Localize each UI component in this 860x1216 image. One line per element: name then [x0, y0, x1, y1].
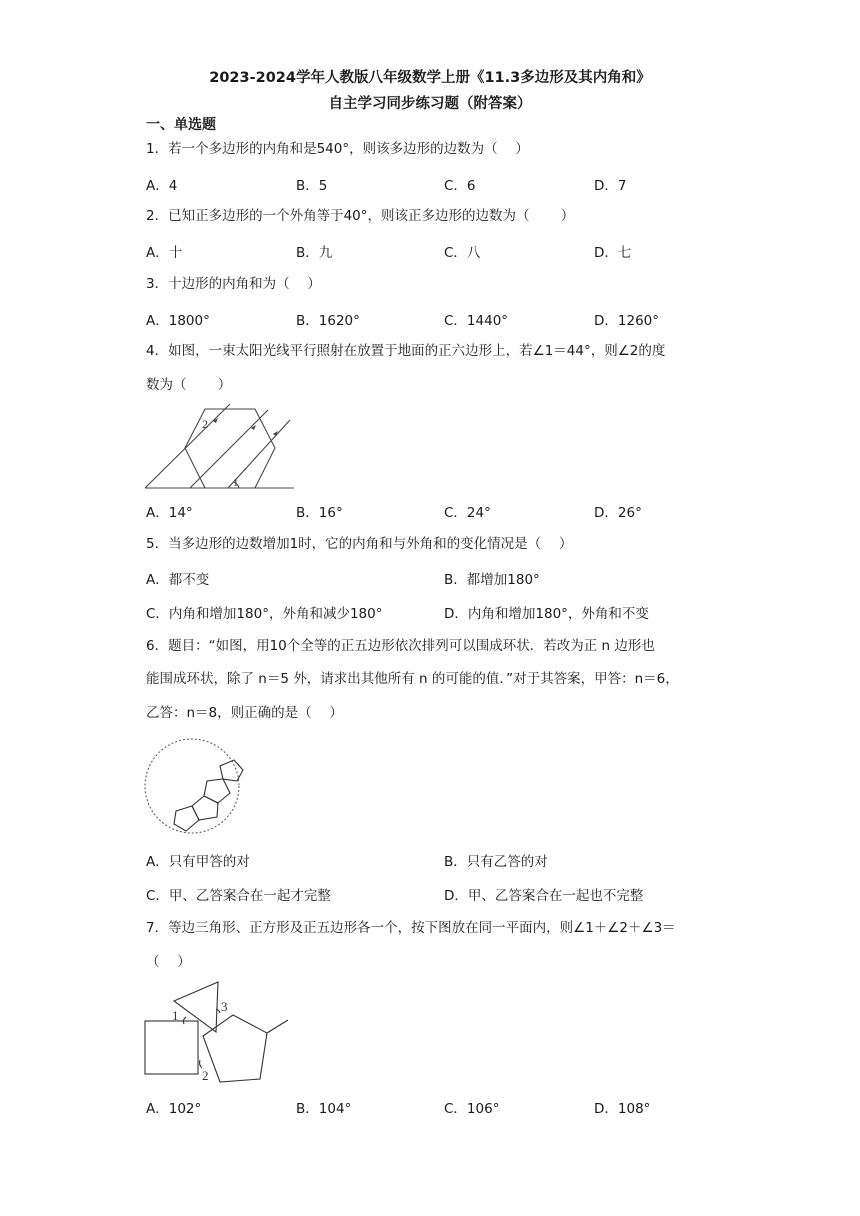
question-3-option-d: D．1260° [594, 313, 660, 329]
question-4-hexagon-figure [140, 400, 300, 492]
question-1-option-a: A．4 [146, 178, 178, 194]
question-6-option-a: A．只有甲答的对 [146, 854, 250, 870]
question-7-stem-line2: （ ） [146, 954, 191, 970]
question-5-option-d: D．内角和增加180°，外角和不变 [444, 606, 649, 622]
question-3-stem: 3．十边形的内角和为（ ） [146, 276, 321, 292]
sun-ray-1 [145, 404, 230, 488]
question-6-pentagon-ring-figure [140, 734, 250, 838]
figure-label-angle-2: 2 [202, 417, 208, 431]
pentagon-shape [203, 1015, 267, 1082]
pentagon-2 [192, 796, 218, 820]
question-4-stem-line1: 4．如图，一束太阳光线平行照射在放置于地面的正六边形上，若∠1＝44°，则∠2的度 [146, 343, 666, 359]
question-7-stem-line1: 7．等边三角形、正方形及正五边形各一个，按下图放在同一平面内，则∠1＋∠2＋∠3＝ [146, 920, 676, 936]
question-5-option-a: A．都不变 [146, 572, 210, 588]
figure-label-angle-1: 1 [233, 477, 239, 489]
question-1-option-b: B．5 [296, 178, 328, 194]
question-4-stem-line2: 数为（ ） [146, 377, 232, 393]
question-6-option-c: C．甲、乙答案合在一起才完整 [146, 888, 331, 904]
worksheet-title-line2: 自主学习同步练习题（附答案） [328, 96, 532, 112]
question-6-option-d: D．甲、乙答案合在一起也不完整 [444, 888, 644, 904]
figure-label-angle-3: 3 [221, 999, 228, 1014]
question-1-option-d: D．7 [594, 178, 627, 194]
question-1-stem: 1．若一个多边形的内角和是540°，则该多边形的边数为（ ） [146, 141, 529, 157]
question-2-option-d: D．七 [594, 245, 632, 261]
question-5-option-c: C．内角和增加180°，外角和减少180° [146, 606, 383, 622]
question-7-option-b: B．104° [296, 1101, 352, 1117]
pentagon-4 [220, 760, 243, 781]
question-1-option-c: C．6 [444, 178, 476, 194]
question-4-option-d: D．26° [594, 505, 642, 521]
question-2-option-b: B．九 [296, 245, 333, 261]
question-3-option-c: C．1440° [444, 313, 509, 329]
question-2-option-a: A．十 [146, 245, 183, 261]
question-6-stem-line1: 6．题目：“如图，用10个全等的正五边形依次排列可以围成环状．若改为正 n 边形也 [146, 638, 655, 654]
question-7-option-a: A．102° [146, 1101, 202, 1117]
question-7-shapes-figure [140, 976, 295, 1088]
question-4-option-a: A．14° [146, 505, 193, 521]
section-title: 一、单选题 [146, 117, 216, 133]
pentagon-extension-line [267, 1020, 288, 1033]
question-4-option-b: B．16° [296, 505, 343, 521]
question-6-stem-line2: 能围成环状，除了 n＝5 外，请求出其他所有 n 的可能的值．”对于其答案，甲答：n＝6， [146, 671, 679, 687]
square-shape [145, 1021, 198, 1074]
figure-label-angle-2: 2 [202, 1068, 209, 1083]
question-5-option-b: B．都增加180° [444, 572, 540, 588]
question-7-option-d: D．108° [594, 1101, 651, 1117]
question-3-option-b: B．1620° [296, 313, 360, 329]
ring-circle [145, 739, 239, 833]
question-4-option-c: C．24° [444, 505, 491, 521]
figure-label-angle-1: 1 [172, 1008, 179, 1023]
question-5-stem: 5．当多边形的边数增加1时，它的内角和与外角和的变化情况是（ ） [146, 536, 573, 552]
question-6-stem-line3: 乙答：n＝8，则正确的是（ ） [146, 705, 343, 721]
worksheet-title-line1: 2023-2024学年人教版八年级数学上册《11.3多边形及其内角和》 [209, 70, 651, 86]
question-2-stem: 2．已知正多边形的一个外角等于40°，则该正多边形的边数为（ ） [146, 208, 575, 224]
pentagon-3 [204, 779, 230, 803]
angle-2-arc [199, 1060, 202, 1068]
question-3-option-a: A．1800° [146, 313, 210, 329]
question-7-option-c: C．106° [444, 1101, 500, 1117]
question-6-option-b: B．只有乙答的对 [444, 854, 548, 870]
question-2-option-c: C．八 [444, 245, 481, 261]
pentagon-1 [174, 806, 199, 831]
triangle-shape [174, 982, 218, 1032]
